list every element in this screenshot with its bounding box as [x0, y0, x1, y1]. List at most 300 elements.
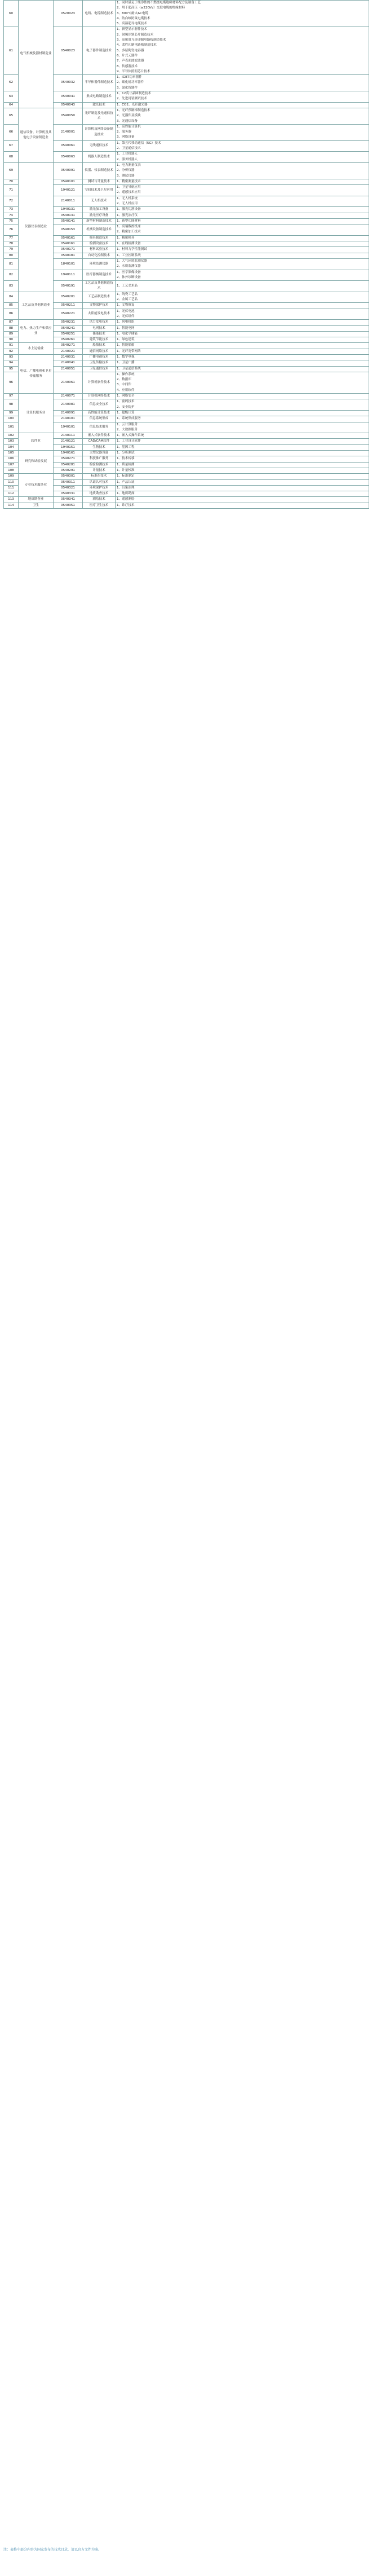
description-line: 1、激光切割设备: [117, 208, 141, 212]
description-cell: [116, 102, 369, 108]
description-line: 2、光器件及模块: [117, 114, 141, 118]
table-row: [4, 337, 369, 343]
description-cell: [116, 394, 369, 399]
table-row: [4, 355, 369, 360]
technology-name-cell: 认证认可技术: [83, 479, 116, 485]
table-row: [4, 416, 369, 422]
description-line: 1、计量校准: [117, 468, 135, 472]
code-cell: 0540061: [54, 140, 83, 152]
technology-name-cell: 电网技术: [83, 325, 116, 331]
table-row: [4, 474, 369, 479]
description-line: 4、防白蚁防鼠电缆技术: [117, 16, 150, 20]
technology-name-cell: 卫星通信技术: [83, 366, 116, 372]
table-row: [4, 152, 369, 163]
description-cell: [116, 179, 369, 184]
table-row: [4, 241, 369, 247]
table-row: [4, 292, 369, 303]
row-number: 105: [4, 451, 19, 456]
technology-name-cell: 电子器件制造技术: [83, 27, 116, 75]
description-line: 2、射频识别芯片制造技术: [117, 33, 154, 37]
row-number: 62: [4, 75, 19, 91]
code-cell: 0540050: [54, 108, 83, 124]
description-line: 5、多层陶瓷电容器: [117, 49, 144, 52]
row-number: 66: [4, 124, 19, 140]
technology-name-cell: 仪器、仪表制造技术: [83, 162, 116, 179]
row-number: 97: [4, 394, 19, 399]
description-line: 2、数据库: [117, 378, 131, 382]
description-line: 1、网络安全: [117, 394, 135, 398]
description-cell: [116, 196, 369, 207]
row-number: 107: [4, 462, 19, 468]
row-number: 100: [4, 416, 19, 422]
technology-name-cell: 卫星传输技术: [83, 360, 116, 366]
row-number: 111: [4, 485, 19, 491]
table-row: [4, 343, 369, 349]
row-number: 90: [4, 337, 19, 343]
description-cell: [116, 309, 369, 320]
technology-name-cell: 储能技术: [83, 331, 116, 337]
row-number: 78: [4, 241, 19, 247]
row-number: 67: [4, 140, 19, 152]
table-row: [4, 410, 369, 416]
code-cell: 0540063: [54, 152, 83, 163]
industry-cell: 电力、热力生产和供应业: [19, 320, 54, 343]
description-line: 1、IGBT功率器件: [117, 76, 142, 80]
code-cell: 0540251: [54, 331, 83, 337]
row-number: 104: [4, 444, 19, 450]
description-line: 1、新型功能材料: [117, 219, 141, 223]
row-number: 88: [4, 325, 19, 331]
code-cell: 1840101: [54, 258, 83, 270]
table-row: [4, 399, 369, 411]
row-number: 91: [4, 343, 19, 349]
description-cell: [116, 399, 369, 411]
technology-name-cell: 测试与计量技术: [83, 179, 116, 184]
table-row: [4, 218, 369, 224]
description-line: 2、水质监测仪器: [117, 265, 141, 268]
technology-name-cell: 计算机网络技术: [83, 394, 116, 399]
description-line: 2、用于超高压（≥220kV）交联电缆的绝缘材料: [117, 6, 185, 10]
description-cell: [116, 444, 369, 450]
industry-cell: 通信设备、计算机及其他电子设备制造业: [19, 108, 54, 162]
technology-name-cell: 无线通信技术: [83, 140, 116, 152]
description-cell: [116, 75, 369, 91]
description-cell: [116, 27, 369, 75]
row-number: 71: [4, 185, 19, 196]
row-number: 99: [4, 410, 19, 416]
description-line: 1、精密模具: [117, 236, 135, 240]
code-cell: 0540331: [54, 491, 83, 497]
description-line: 1、遥感测绘: [117, 497, 135, 501]
table-row: [4, 309, 369, 320]
code-cell: 1940111: [54, 270, 83, 281]
description-line: 1、污染治理: [117, 486, 135, 490]
table-row: [4, 503, 369, 508]
technology-name-cell: 通信网络技术: [83, 349, 116, 354]
description-cell: [116, 281, 369, 292]
code-cell: 0540301: [54, 474, 83, 479]
description-cell: [116, 91, 369, 103]
description-line: 2、光伏组件: [117, 314, 135, 318]
description-cell: [116, 410, 369, 416]
description-line: 1、基因工程: [117, 445, 135, 449]
table-row: [4, 468, 369, 473]
technology-name-cell: 太阳能发电技术: [83, 309, 116, 320]
description-cell: [116, 258, 369, 270]
technology-name-cell: 标准化技术: [83, 474, 116, 479]
table-row: [4, 451, 369, 456]
row-number: 94: [4, 360, 19, 366]
code-cell: 0540153: [54, 224, 83, 236]
description-line: 1、CO2、光纤激光器: [117, 103, 148, 107]
code-cell: 2140081: [54, 399, 83, 411]
table-row: [4, 247, 369, 253]
code-cell: 0540023: [54, 27, 83, 75]
technology-name-cell: 大型仪器设备: [83, 451, 116, 456]
technology-name-cell: 模具制造技术: [83, 235, 116, 241]
description-line: 1、同时满足于纯净性的不燃烧电缆绝缘材料配方及制备工艺: [117, 1, 201, 5]
description-cell: [116, 124, 369, 140]
description-line: 2、服务器: [117, 130, 131, 134]
technology-name-cell: 信息技术服务: [83, 422, 116, 433]
code-cell: 0540141: [54, 218, 83, 224]
description-line: 1、大气环境监测仪器: [117, 259, 147, 263]
table-row: [4, 497, 369, 503]
table-body: [4, 1, 369, 509]
table-row: [4, 303, 369, 309]
description-line: 1、分析测试: [117, 451, 135, 455]
technology-name-cell: 计量技术: [83, 468, 116, 473]
description-cell: [116, 140, 369, 152]
description-line: 1、嵌入式操作系统: [117, 434, 144, 438]
code-cell: 0540161: [54, 235, 83, 241]
technology-name-cell: 嵌入式软件技术: [83, 433, 116, 439]
description-line: 2、大数据服务: [117, 428, 138, 431]
code-cell: 2140021: [54, 349, 83, 354]
description-line: 1、绿色建筑: [117, 338, 135, 342]
technology-name-cell: 环境监测仪器: [83, 258, 116, 270]
description-line: 1、产品认证: [117, 480, 135, 484]
description-line: 1、卫星广播: [117, 361, 135, 365]
industry-cell: 地质勘查业: [19, 497, 54, 503]
row-number: 98: [4, 399, 19, 411]
table-row: [4, 27, 369, 75]
description-cell: [116, 303, 369, 309]
row-number: 93: [4, 355, 19, 360]
description-line: 2、无人机应用: [117, 201, 138, 205]
row-number: 75: [4, 218, 19, 224]
technology-name-cell: 地质勘查技术: [83, 491, 116, 497]
technology-name-cell: 机器人制造技术: [83, 152, 116, 163]
description-cell: [116, 479, 369, 485]
description-cell: [116, 349, 369, 354]
technology-name-cell: 船舶技术: [83, 343, 116, 349]
industry-cell: 软件业: [19, 433, 54, 451]
table-row: [4, 491, 369, 497]
technology-name-cell: 光纤制造及光通信技术: [83, 108, 116, 124]
table-row: [4, 270, 369, 281]
code-cell: 0540221: [54, 309, 83, 320]
description-line: 3、光通信设备: [117, 119, 138, 123]
description-cell: [116, 235, 369, 241]
description-cell: [116, 422, 369, 433]
row-number: 65: [4, 108, 19, 124]
row-number: 96: [4, 372, 19, 393]
description-line: 1、激光治疗仪: [117, 213, 138, 217]
description-line: 4、柔性印制电路板制造技术: [117, 43, 157, 47]
table-row: [4, 207, 369, 213]
description-line: 3、氮化镓器件: [117, 86, 138, 90]
description-line: 1、新型显示器件技术: [117, 28, 147, 32]
description-line: 6、片式元器件: [117, 54, 138, 58]
row-number: 80: [4, 253, 19, 258]
code-cell: 0540271: [54, 456, 83, 462]
description-line: 1、文物修复: [117, 303, 135, 307]
code-cell: 0540231: [54, 320, 83, 325]
description-line: 1、风电机组: [117, 320, 135, 324]
row-number: 76: [4, 224, 19, 236]
description-cell: [116, 218, 369, 224]
description-line: 1、卫星通信系统: [117, 367, 141, 371]
description-cell: [116, 343, 369, 349]
description-cell: [116, 451, 369, 456]
description-line: 2、体外诊断设备: [117, 275, 141, 279]
technology-name-cell: 医疗卫生技术: [83, 503, 116, 508]
description-line: 2、分析仪器: [117, 169, 135, 173]
row-number: 64: [4, 102, 19, 108]
technology-name-cell: 测绘技术: [83, 497, 116, 503]
description-cell: [116, 253, 369, 258]
code-cell: 2140061: [54, 372, 83, 393]
row-number: 108: [4, 468, 19, 473]
description-line: 2、精密加工技术: [117, 230, 141, 234]
table-row: [4, 439, 369, 444]
technology-catalog-table: [3, 0, 369, 509]
row-number: 61: [4, 27, 19, 75]
description-line: 1、云计算服务: [117, 422, 138, 426]
technology-name-cell: 无人机技术: [83, 196, 116, 207]
table-row: [4, 422, 369, 433]
technology-name-cell: 医疗器械制造技术: [83, 270, 116, 281]
description-line: 1、无人机系统: [117, 196, 138, 200]
description-cell: [116, 456, 369, 462]
technology-name-cell: 激光医疗设备: [83, 213, 116, 218]
table-row: [4, 196, 369, 207]
code-cell: 2140031: [54, 355, 83, 360]
technology-name-cell: 文物保护技术: [83, 303, 116, 309]
code-cell: 2140001: [54, 124, 83, 140]
code-cell: 0540043: [54, 102, 83, 108]
description-line: 4、应用软件: [117, 388, 135, 392]
code-cell: 0520023: [54, 1, 83, 27]
row-number: 70: [4, 179, 19, 184]
description-cell: [116, 497, 369, 503]
row-number: 113: [4, 497, 19, 503]
technology-name-cell: 机械设备制造技术: [83, 224, 116, 236]
description-line: 1、电力测量仪表: [117, 163, 141, 167]
code-cell: 2140071: [54, 394, 83, 399]
description-line: 5、高温超导电缆技术: [117, 22, 147, 26]
technology-name-cell: 风力发电技术: [83, 320, 116, 325]
table-row: [4, 213, 369, 218]
description-line: 2、遥感技术应用: [117, 191, 141, 195]
industry-cell: 工艺品及其他制造业: [19, 292, 54, 319]
row-number: 114: [4, 503, 19, 508]
row-number: 83: [4, 281, 19, 292]
description-cell: [116, 433, 369, 439]
description-line: 3、800℃耐火AC电缆: [117, 11, 149, 15]
technology-name-cell: 空间技术及卫星应用: [83, 185, 116, 196]
code-cell: 2140121: [54, 439, 83, 444]
description-line: 1、电化学储能: [117, 332, 138, 336]
description-line: 7、声表面波滤波器: [117, 59, 144, 63]
description-cell: [116, 185, 369, 196]
description-line: 1、数字电视: [117, 355, 135, 359]
table-row: [4, 433, 369, 439]
technology-name-cell: 检验检测技术: [83, 462, 116, 468]
code-cell: 0540311: [54, 479, 83, 485]
code-cell: 0540261: [54, 337, 83, 343]
row-number: 103: [4, 439, 19, 444]
row-number: 82: [4, 270, 19, 281]
code-cell: 0540281: [54, 462, 83, 468]
description-line: 1、12英寸晶圆制造技术: [117, 92, 152, 96]
description-line: 1、地质勘探: [117, 492, 135, 496]
description-cell: [116, 485, 369, 491]
row-number: 74: [4, 213, 19, 218]
row-number: 69: [4, 162, 19, 179]
description-cell: [116, 439, 369, 444]
table-row: [4, 179, 369, 184]
description-line: 3、网络设备: [117, 135, 135, 139]
row-number: 102: [4, 433, 19, 439]
technology-name-cell: CAD/CAM软件: [83, 439, 116, 444]
row-number: 87: [4, 320, 19, 325]
table-row: [4, 325, 369, 331]
table-row: [4, 479, 369, 485]
description-cell: [116, 270, 369, 281]
description-cell: [116, 503, 369, 508]
row-number: 63: [4, 91, 19, 103]
description-line: 1、光纤宽带网络: [117, 349, 141, 353]
description-line: 1、密码技术: [117, 400, 135, 404]
table-row: [4, 140, 369, 152]
description-cell: [116, 355, 369, 360]
industry-cell: 卫生: [19, 503, 54, 508]
row-number: 92: [4, 349, 19, 354]
table-row: [4, 281, 369, 292]
description-line: 1、陶瓷工艺品: [117, 292, 138, 296]
description-line: 2、先进封装测试技术: [117, 97, 147, 101]
technology-name-cell: 工艺品制造技术: [83, 292, 116, 303]
code-cell: 0540131: [54, 213, 83, 218]
code-cell: 0540271: [54, 343, 83, 349]
description-line: 2、安全防护: [117, 405, 135, 409]
description-cell: [116, 468, 369, 473]
description-cell: [116, 325, 369, 331]
code-cell: 0540191: [54, 281, 83, 292]
table-row: [4, 320, 369, 325]
description-line: 1、质量检测: [117, 463, 135, 466]
technology-name-cell: 科技推广服务: [83, 456, 116, 462]
technology-name-cell: 信息安全技术: [83, 399, 116, 411]
description-cell: [116, 366, 369, 372]
description-cell: [116, 416, 369, 422]
table-row: [4, 235, 369, 241]
description-line: 1、诊疗技术: [117, 503, 135, 507]
industry-cell: 专业技术服务业: [19, 474, 54, 497]
description-cell: [116, 372, 369, 393]
row-number: 72: [4, 196, 19, 207]
code-cell: 2140051: [54, 366, 83, 372]
industry-cell: 计算机服务业: [19, 394, 54, 433]
description-cell: [116, 241, 369, 247]
description-line: 1、操作系统: [117, 372, 135, 376]
table-row: [4, 185, 369, 196]
row-number: 81: [4, 258, 19, 270]
row-number: 110: [4, 479, 19, 485]
description-cell: [116, 207, 369, 213]
description-line: 1、精密测量技术: [117, 179, 141, 183]
table-row: [4, 444, 369, 450]
description-line: 9、半导体照明芯片技术: [117, 69, 150, 73]
technology-name-cell: 环境保护技术: [83, 485, 116, 491]
technology-name-cell: 新型材料制造技术: [83, 218, 116, 224]
description-cell: [116, 152, 369, 163]
description-line: 1、在线检测设备: [117, 242, 141, 246]
description-cell: [116, 213, 369, 218]
technology-name-cell: 高性能计算技术: [83, 410, 116, 416]
table-row: [4, 91, 369, 103]
technology-name-cell: 信息系统集成: [83, 416, 116, 422]
description-cell: [116, 360, 369, 366]
code-cell: 0540032: [54, 75, 83, 91]
row-number: 79: [4, 247, 19, 253]
description-line: 1、卫星导航应用: [117, 186, 141, 190]
description-line: 3、测试仪器: [117, 174, 135, 178]
row-number: 68: [4, 152, 19, 163]
industry-cell: 电气机械及器材制造业: [19, 1, 54, 108]
row-number: 86: [4, 309, 19, 320]
description-cell: [116, 1, 369, 27]
technology-name-cell: 检测设备技术: [83, 241, 116, 247]
table-row: [4, 372, 369, 393]
description-cell: [116, 474, 369, 479]
technology-name-cell: 计算机及网络设备制造技术: [83, 124, 116, 140]
code-cell: 0540181: [54, 253, 83, 258]
row-number: 109: [4, 474, 19, 479]
row-number: 106: [4, 456, 19, 462]
row-number: 101: [4, 422, 19, 433]
description-line: 1、智能船舶: [117, 344, 135, 347]
table-row: [4, 253, 369, 258]
description-cell: [116, 247, 369, 253]
technology-name-cell: 激光加工设备: [83, 207, 116, 213]
code-cell: 0540171: [54, 247, 83, 253]
row-number: 77: [4, 235, 19, 241]
row-number: 89: [4, 331, 19, 337]
description-line: 1、工业控制系统: [117, 253, 141, 257]
row-number: 95: [4, 366, 19, 372]
technology-name-cell: 计算机软件技术: [83, 372, 116, 393]
description-cell: [116, 320, 369, 325]
code-cell: 2140091: [54, 410, 83, 416]
code-cell: 0540211: [54, 303, 83, 309]
description-cell: [116, 337, 369, 343]
description-line: 1、工业机器人: [117, 152, 138, 156]
code-cell: 0540161: [54, 241, 83, 247]
technology-name-cell: 激光技术: [83, 102, 116, 108]
